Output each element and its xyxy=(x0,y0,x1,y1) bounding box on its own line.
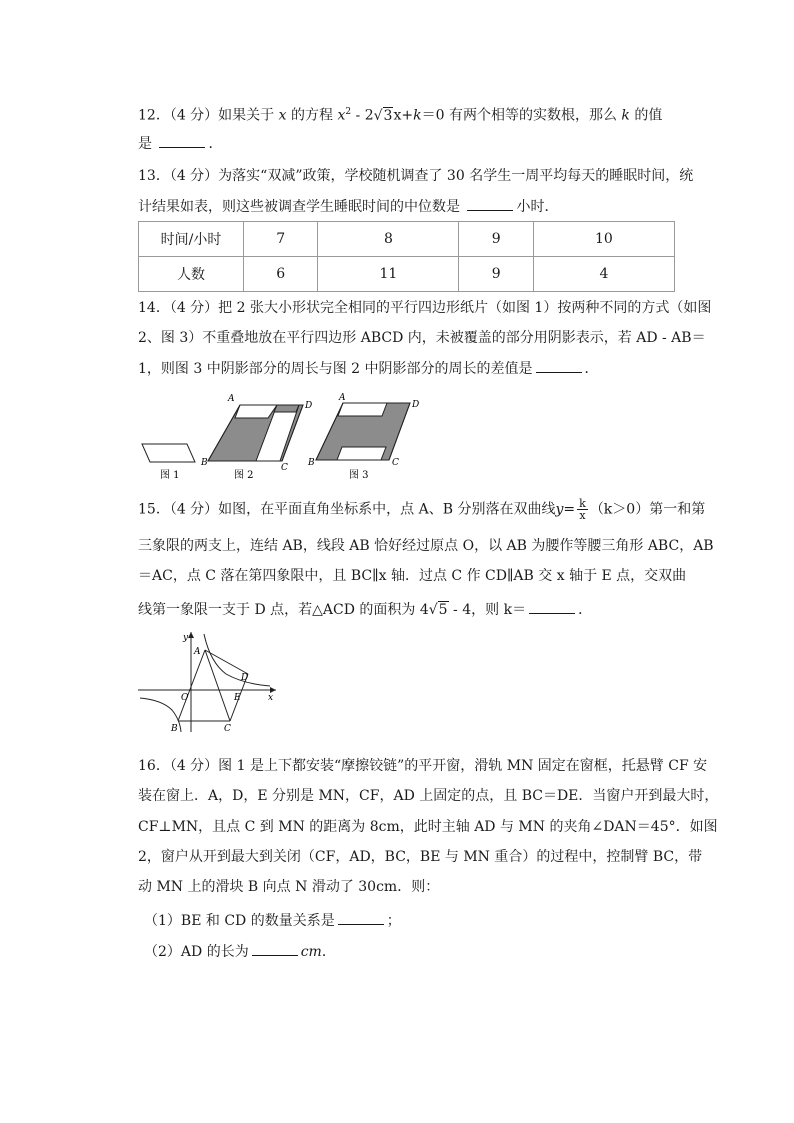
q14-line2: 2、图 3）不重叠地放在平行四边形 ABCD 内，未被覆盖的部分用阴影表示，若 AD - AB＝ xyxy=(138,330,706,346)
table-cell: 6 xyxy=(244,257,318,292)
table-cell: 11 xyxy=(318,257,459,292)
segment-ad xyxy=(205,650,248,674)
q13-line2: 计结果如表，则这些被调查学生睡眠时间的中位数是 小时． xyxy=(138,196,558,217)
fig1-parallelogram xyxy=(142,444,195,462)
table-cell: 人数 xyxy=(139,257,244,292)
fraction-k-over-x: $\frac{k}{x}$ xyxy=(579,497,586,522)
q16-line5: 动 MN 上的滑块 B 向点 N 滑动了 30cm．则： xyxy=(138,879,440,895)
answer-blank-16-1[interactable] xyxy=(338,910,384,925)
label-e: E xyxy=(234,693,241,703)
q12-line1: 12．（4 分）如果关于 x 的方程 $x^2 - 2√3x+k=0$ 有两个相等的实数根，那么 k 的值 xyxy=(138,107,663,124)
segment-ac xyxy=(205,650,230,721)
fig2-label-c: C xyxy=(281,463,288,473)
q15-figure xyxy=(134,628,282,736)
sqrt-5: √5 xyxy=(428,602,448,618)
fig2-label-a: A xyxy=(228,394,235,404)
label-b: B xyxy=(171,724,178,734)
q16-line2: 装在窗上．A，D，E 分别是 MN，CF，AD 上固定的点，且 BC＝DE．当窗户开到最大时， xyxy=(138,788,719,804)
sqrt-3: √3 xyxy=(373,107,393,124)
table-row xyxy=(139,222,675,257)
table-cell: 10 xyxy=(533,222,674,257)
answer-blank-12[interactable] xyxy=(159,133,205,148)
table-cell: 7 xyxy=(244,222,318,257)
q16-line4: 2，窗户从开到最大到关闭（CF，AD，BC，BE 与 MN 重合）的过程中，控制臂 BC，带 xyxy=(138,849,703,865)
q13-line1: 13．（4 分）为落实“双减”政策，学校随机调查了 30 名学生一周平均每天的睡眠时间，统 xyxy=(138,168,694,184)
table-row xyxy=(139,257,675,292)
label-c: C xyxy=(224,724,231,734)
hyperbola-branch-q1 xyxy=(204,634,270,686)
q15-line4: 线第一象限一支于 D 点，若△ACD 的面积为 4√5 - 4，则 k＝ ． xyxy=(138,599,592,620)
q16-sub2: （2）AD 的长为 cm． xyxy=(144,941,336,962)
table-cell: 8 xyxy=(318,222,459,257)
fig3-label-d: D xyxy=(412,400,420,410)
table-cell: 4 xyxy=(533,257,674,292)
q14-line3: 1，则图 3 中阴影部分的周长与图 2 中阴影部分的周长的差值是 ． xyxy=(138,358,599,379)
q15-line3: ＝AC，点 C 落在第四象限中，且 BC∥x 轴．过点 C 作 CD∥AB 交 x 轴于 E 点，交双曲 xyxy=(138,568,687,584)
fig3-label-b: B xyxy=(308,458,315,468)
q14-figure xyxy=(134,390,424,484)
answer-blank-15[interactable] xyxy=(529,599,575,614)
table-cell: 时间/小时 xyxy=(139,222,244,257)
fig3-caption: 图 3 xyxy=(349,470,369,481)
fig1-caption: 图 1 xyxy=(160,470,180,481)
fig2-shade-corner xyxy=(274,405,299,412)
answer-blank-14[interactable] xyxy=(536,358,582,373)
answer-blank-16-2[interactable] xyxy=(252,941,298,956)
fig2-label-b: B xyxy=(201,458,208,468)
y-axis-arrow xyxy=(188,632,194,638)
q12-line2: 是 ． xyxy=(138,133,222,154)
fig3-piece-top xyxy=(338,403,387,416)
fig2-caption: 图 2 xyxy=(234,470,254,481)
fig2-label-d: D xyxy=(305,401,313,411)
label-x: x xyxy=(268,693,274,703)
fig3-label-c: C xyxy=(392,458,399,468)
fig3-label-a: A xyxy=(339,393,346,403)
q16-sub1: （1）BE 和 CD 的数量关系是 ； xyxy=(144,910,401,931)
label-o: O xyxy=(181,693,189,703)
answer-blank-13[interactable] xyxy=(467,196,513,211)
label-y: y xyxy=(183,633,189,643)
label-d: D xyxy=(241,673,249,683)
sleep-time-table xyxy=(138,221,675,292)
table-cell: 9 xyxy=(459,222,533,257)
label-a: A xyxy=(194,647,201,657)
q15-line2: 三象限的两支上，连结 AB，线段 AB 恰好经过原点 O，以 AB 为腰作等腰三角形 ABC，AB xyxy=(138,538,714,554)
q14-line1: 14．（4 分）把 2 张大小形状完全相同的平行四边形纸片（如图 1）按两种不同的方式（如图 xyxy=(138,300,712,316)
fig3-piece-bottom xyxy=(337,447,386,460)
q16-line3: CF⊥MN，且点 C 到 MN 的距离为 8cm，此时主轴 AD 与 MN 的夹角∠DAN＝45°．如图 xyxy=(138,819,718,835)
q16-line1: 16．（4 分）图 1 是上下都安装“摩擦铰链”的平开窗，滑轨 MN 固定在窗框，托悬臂 CF 安 xyxy=(138,758,708,774)
table-cell: 9 xyxy=(459,257,533,292)
q15-line1: 15．（4 分）如图，在平面直角坐标系中，点 A、B 分别落在双曲线y= $\frac{k}{x}$ （k＞0）第一和第 xyxy=(138,497,706,522)
